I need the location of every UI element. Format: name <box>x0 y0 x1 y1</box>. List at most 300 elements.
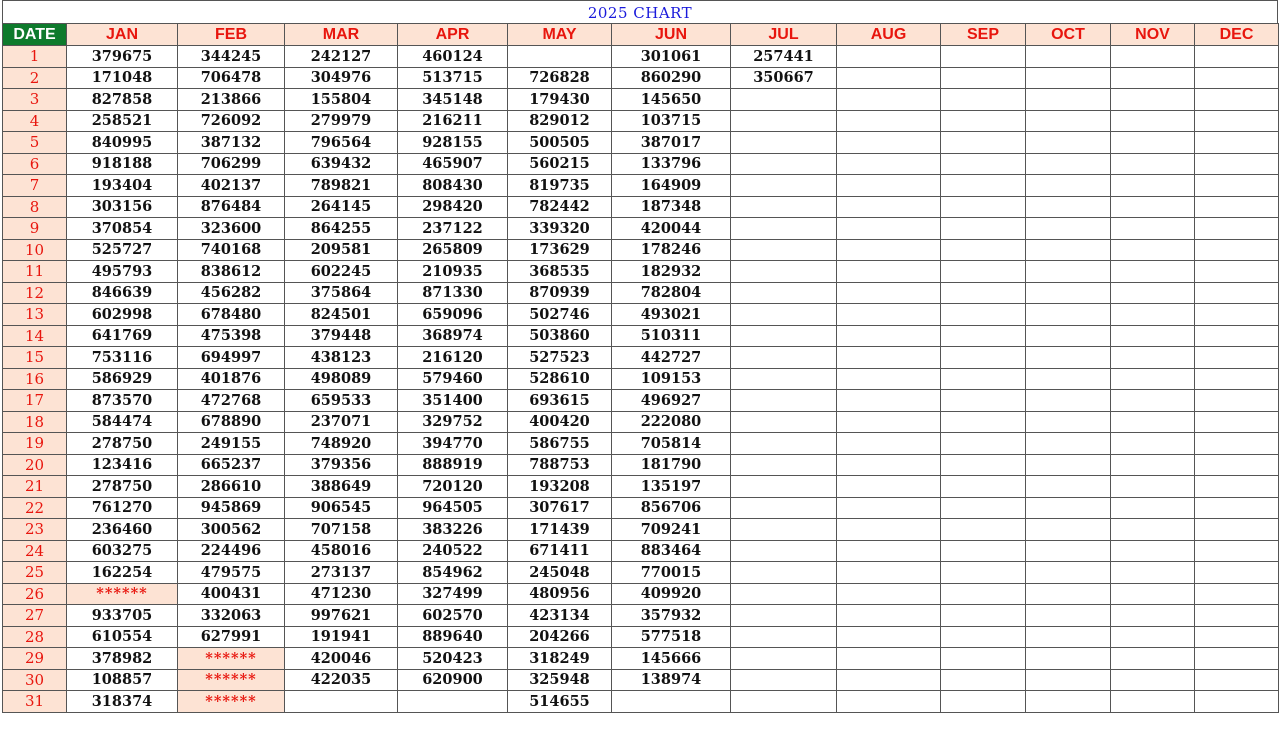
value-cell-jun[interactable]: 145650 <box>612 89 731 111</box>
value-cell-apr[interactable]: 808430 <box>398 175 508 197</box>
value-cell-feb[interactable]: 876484 <box>178 196 285 218</box>
month-header-jan[interactable]: JAN <box>67 24 178 46</box>
date-cell[interactable]: 1 <box>3 46 67 68</box>
value-cell-oct[interactable] <box>1026 454 1111 476</box>
value-cell-may[interactable]: 528610 <box>508 368 612 390</box>
value-cell-jul[interactable] <box>731 669 837 691</box>
date-cell[interactable]: 24 <box>3 540 67 562</box>
month-header-jun[interactable]: JUN <box>612 24 731 46</box>
value-cell-sep[interactable] <box>941 562 1026 584</box>
value-cell-jan[interactable]: 584474 <box>67 411 178 433</box>
value-cell-nov[interactable] <box>1111 132 1195 154</box>
date-cell[interactable]: 31 <box>3 691 67 713</box>
value-cell-apr[interactable]: 888919 <box>398 454 508 476</box>
value-cell-oct[interactable] <box>1026 132 1111 154</box>
date-cell[interactable]: 12 <box>3 282 67 304</box>
value-cell-aug[interactable] <box>837 454 941 476</box>
value-cell-dec[interactable] <box>1195 261 1279 283</box>
value-cell-jan[interactable]: 753116 <box>67 347 178 369</box>
value-cell-may[interactable]: 560215 <box>508 153 612 175</box>
value-cell-jan[interactable]: ****** <box>67 583 178 605</box>
value-cell-oct[interactable] <box>1026 261 1111 283</box>
value-cell-jun[interactable]: 442727 <box>612 347 731 369</box>
value-cell-sep[interactable] <box>941 153 1026 175</box>
value-cell-sep[interactable] <box>941 519 1026 541</box>
date-cell[interactable]: 20 <box>3 454 67 476</box>
value-cell-may[interactable]: 586755 <box>508 433 612 455</box>
value-cell-jan[interactable]: 918188 <box>67 153 178 175</box>
value-cell-dec[interactable] <box>1195 196 1279 218</box>
value-cell-dec[interactable] <box>1195 282 1279 304</box>
value-cell-jul[interactable] <box>731 476 837 498</box>
value-cell-jun[interactable]: 109153 <box>612 368 731 390</box>
value-cell-mar[interactable]: 639432 <box>285 153 398 175</box>
value-cell-feb[interactable]: ****** <box>178 691 285 713</box>
value-cell-sep[interactable] <box>941 239 1026 261</box>
value-cell-may[interactable]: 245048 <box>508 562 612 584</box>
value-cell-may[interactable] <box>508 46 612 68</box>
value-cell-jun[interactable]: 493021 <box>612 304 731 326</box>
value-cell-dec[interactable] <box>1195 175 1279 197</box>
value-cell-jul[interactable] <box>731 454 837 476</box>
value-cell-feb[interactable]: ****** <box>178 669 285 691</box>
value-cell-apr[interactable]: 383226 <box>398 519 508 541</box>
value-cell-mar[interactable]: 438123 <box>285 347 398 369</box>
value-cell-oct[interactable] <box>1026 239 1111 261</box>
value-cell-nov[interactable] <box>1111 239 1195 261</box>
value-cell-aug[interactable] <box>837 669 941 691</box>
value-cell-apr[interactable]: 928155 <box>398 132 508 154</box>
value-cell-mar[interactable]: 264145 <box>285 196 398 218</box>
value-cell-dec[interactable] <box>1195 605 1279 627</box>
value-cell-jul[interactable] <box>731 153 837 175</box>
value-cell-dec[interactable] <box>1195 390 1279 412</box>
value-cell-feb[interactable]: 706478 <box>178 67 285 89</box>
value-cell-sep[interactable] <box>941 304 1026 326</box>
value-cell-aug[interactable] <box>837 433 941 455</box>
value-cell-jun[interactable]: 420044 <box>612 218 731 240</box>
value-cell-aug[interactable] <box>837 46 941 68</box>
value-cell-feb[interactable]: 678890 <box>178 411 285 433</box>
value-cell-mar[interactable]: 707158 <box>285 519 398 541</box>
value-cell-jul[interactable] <box>731 261 837 283</box>
value-cell-dec[interactable] <box>1195 433 1279 455</box>
value-cell-nov[interactable] <box>1111 304 1195 326</box>
date-cell[interactable]: 25 <box>3 562 67 584</box>
value-cell-apr[interactable]: 460124 <box>398 46 508 68</box>
value-cell-aug[interactable] <box>837 519 941 541</box>
value-cell-jan[interactable]: 258521 <box>67 110 178 132</box>
value-cell-may[interactable]: 527523 <box>508 347 612 369</box>
value-cell-may[interactable]: 318249 <box>508 648 612 670</box>
value-cell-nov[interactable] <box>1111 519 1195 541</box>
value-cell-oct[interactable] <box>1026 89 1111 111</box>
value-cell-feb[interactable]: ****** <box>178 648 285 670</box>
value-cell-aug[interactable] <box>837 691 941 713</box>
value-cell-may[interactable]: 671411 <box>508 540 612 562</box>
value-cell-dec[interactable] <box>1195 304 1279 326</box>
month-header-nov[interactable]: NOV <box>1111 24 1195 46</box>
value-cell-dec[interactable] <box>1195 497 1279 519</box>
value-cell-apr[interactable]: 298420 <box>398 196 508 218</box>
value-cell-nov[interactable] <box>1111 562 1195 584</box>
value-cell-sep[interactable] <box>941 583 1026 605</box>
value-cell-oct[interactable] <box>1026 110 1111 132</box>
value-cell-aug[interactable] <box>837 153 941 175</box>
value-cell-mar[interactable]: 789821 <box>285 175 398 197</box>
value-cell-jul[interactable] <box>731 390 837 412</box>
date-cell[interactable]: 2 <box>3 67 67 89</box>
value-cell-may[interactable]: 514655 <box>508 691 612 713</box>
value-cell-may[interactable]: 423134 <box>508 605 612 627</box>
value-cell-jan[interactable]: 370854 <box>67 218 178 240</box>
value-cell-mar[interactable]: 796564 <box>285 132 398 154</box>
value-cell-may[interactable]: 870939 <box>508 282 612 304</box>
value-cell-oct[interactable] <box>1026 562 1111 584</box>
value-cell-jan[interactable]: 846639 <box>67 282 178 304</box>
date-cell[interactable]: 10 <box>3 239 67 261</box>
value-cell-jun[interactable]: 709241 <box>612 519 731 541</box>
value-cell-jul[interactable] <box>731 648 837 670</box>
value-cell-jan[interactable]: 318374 <box>67 691 178 713</box>
value-cell-oct[interactable] <box>1026 540 1111 562</box>
value-cell-jun[interactable]: 181790 <box>612 454 731 476</box>
value-cell-may[interactable]: 503860 <box>508 325 612 347</box>
date-cell[interactable]: 8 <box>3 196 67 218</box>
date-cell[interactable]: 9 <box>3 218 67 240</box>
date-cell[interactable]: 5 <box>3 132 67 154</box>
value-cell-aug[interactable] <box>837 562 941 584</box>
value-cell-jun[interactable]: 705814 <box>612 433 731 455</box>
month-header-may[interactable]: MAY <box>508 24 612 46</box>
value-cell-feb[interactable]: 678480 <box>178 304 285 326</box>
date-cell[interactable]: 27 <box>3 605 67 627</box>
value-cell-nov[interactable] <box>1111 648 1195 670</box>
value-cell-apr[interactable]: 210935 <box>398 261 508 283</box>
value-cell-jul[interactable] <box>731 605 837 627</box>
value-cell-sep[interactable] <box>941 626 1026 648</box>
value-cell-nov[interactable] <box>1111 433 1195 455</box>
value-cell-apr[interactable]: 351400 <box>398 390 508 412</box>
value-cell-feb[interactable]: 726092 <box>178 110 285 132</box>
value-cell-jan[interactable]: 193404 <box>67 175 178 197</box>
value-cell-jul[interactable] <box>731 175 837 197</box>
value-cell-jan[interactable]: 840995 <box>67 132 178 154</box>
value-cell-apr[interactable]: 889640 <box>398 626 508 648</box>
value-cell-jan[interactable]: 602998 <box>67 304 178 326</box>
value-cell-aug[interactable] <box>837 390 941 412</box>
value-cell-may[interactable]: 829012 <box>508 110 612 132</box>
value-cell-may[interactable]: 339320 <box>508 218 612 240</box>
value-cell-may[interactable]: 368535 <box>508 261 612 283</box>
value-cell-apr[interactable]: 602570 <box>398 605 508 627</box>
value-cell-dec[interactable] <box>1195 691 1279 713</box>
value-cell-aug[interactable] <box>837 110 941 132</box>
value-cell-sep[interactable] <box>941 433 1026 455</box>
value-cell-jul[interactable]: 350667 <box>731 67 837 89</box>
date-cell[interactable]: 21 <box>3 476 67 498</box>
value-cell-jun[interactable]: 178246 <box>612 239 731 261</box>
value-cell-jun[interactable]: 135197 <box>612 476 731 498</box>
value-cell-feb[interactable]: 402137 <box>178 175 285 197</box>
value-cell-nov[interactable] <box>1111 605 1195 627</box>
value-cell-may[interactable]: 500505 <box>508 132 612 154</box>
value-cell-oct[interactable] <box>1026 304 1111 326</box>
value-cell-feb[interactable]: 300562 <box>178 519 285 541</box>
value-cell-jul[interactable]: 257441 <box>731 46 837 68</box>
date-cell[interactable]: 30 <box>3 669 67 691</box>
value-cell-dec[interactable] <box>1195 476 1279 498</box>
value-cell-aug[interactable] <box>837 132 941 154</box>
value-cell-may[interactable]: 819735 <box>508 175 612 197</box>
value-cell-dec[interactable] <box>1195 46 1279 68</box>
value-cell-jul[interactable] <box>731 196 837 218</box>
value-cell-nov[interactable] <box>1111 175 1195 197</box>
value-cell-jun[interactable]: 182932 <box>612 261 731 283</box>
value-cell-apr[interactable]: 216120 <box>398 347 508 369</box>
value-cell-apr[interactable]: 329752 <box>398 411 508 433</box>
value-cell-feb[interactable]: 945869 <box>178 497 285 519</box>
value-cell-jun[interactable]: 138974 <box>612 669 731 691</box>
value-cell-jun[interactable]: 510311 <box>612 325 731 347</box>
value-cell-oct[interactable] <box>1026 411 1111 433</box>
value-cell-sep[interactable] <box>941 476 1026 498</box>
value-cell-jul[interactable] <box>731 347 837 369</box>
value-cell-aug[interactable] <box>837 239 941 261</box>
value-cell-apr[interactable]: 854962 <box>398 562 508 584</box>
value-cell-sep[interactable] <box>941 67 1026 89</box>
value-cell-sep[interactable] <box>941 325 1026 347</box>
value-cell-feb[interactable]: 213866 <box>178 89 285 111</box>
value-cell-feb[interactable]: 400431 <box>178 583 285 605</box>
value-cell-jan[interactable]: 236460 <box>67 519 178 541</box>
value-cell-jan[interactable]: 162254 <box>67 562 178 584</box>
date-cell[interactable]: 13 <box>3 304 67 326</box>
value-cell-jun[interactable]: 187348 <box>612 196 731 218</box>
value-cell-apr[interactable]: 237122 <box>398 218 508 240</box>
value-cell-nov[interactable] <box>1111 691 1195 713</box>
value-cell-nov[interactable] <box>1111 218 1195 240</box>
value-cell-may[interactable]: 307617 <box>508 497 612 519</box>
value-cell-oct[interactable] <box>1026 368 1111 390</box>
value-cell-apr[interactable]: 216211 <box>398 110 508 132</box>
value-cell-mar[interactable]: 498089 <box>285 368 398 390</box>
value-cell-aug[interactable] <box>837 540 941 562</box>
value-cell-nov[interactable] <box>1111 325 1195 347</box>
value-cell-jun[interactable]: 409920 <box>612 583 731 605</box>
month-header-dec[interactable]: DEC <box>1195 24 1279 46</box>
value-cell-jun[interactable]: 387017 <box>612 132 731 154</box>
value-cell-jul[interactable] <box>731 562 837 584</box>
value-cell-mar[interactable]: 602245 <box>285 261 398 283</box>
value-cell-mar[interactable]: 379356 <box>285 454 398 476</box>
value-cell-jul[interactable] <box>731 540 837 562</box>
date-cell[interactable]: 16 <box>3 368 67 390</box>
value-cell-sep[interactable] <box>941 110 1026 132</box>
value-cell-aug[interactable] <box>837 196 941 218</box>
value-cell-aug[interactable] <box>837 304 941 326</box>
value-cell-jan[interactable]: 873570 <box>67 390 178 412</box>
value-cell-dec[interactable] <box>1195 583 1279 605</box>
value-cell-nov[interactable] <box>1111 454 1195 476</box>
value-cell-jan[interactable]: 827858 <box>67 89 178 111</box>
value-cell-mar[interactable]: 242127 <box>285 46 398 68</box>
value-cell-nov[interactable] <box>1111 347 1195 369</box>
date-cell[interactable]: 7 <box>3 175 67 197</box>
value-cell-sep[interactable] <box>941 347 1026 369</box>
value-cell-jun[interactable]: 782804 <box>612 282 731 304</box>
value-cell-oct[interactable] <box>1026 519 1111 541</box>
value-cell-feb[interactable]: 740168 <box>178 239 285 261</box>
value-cell-aug[interactable] <box>837 347 941 369</box>
value-cell-oct[interactable] <box>1026 476 1111 498</box>
value-cell-nov[interactable] <box>1111 153 1195 175</box>
value-cell-mar[interactable]: 388649 <box>285 476 398 498</box>
date-column-header[interactable]: DATE <box>3 24 67 46</box>
value-cell-mar[interactable]: 209581 <box>285 239 398 261</box>
value-cell-jun[interactable]: 357932 <box>612 605 731 627</box>
month-header-aug[interactable]: AUG <box>837 24 941 46</box>
value-cell-sep[interactable] <box>941 175 1026 197</box>
date-cell[interactable]: 28 <box>3 626 67 648</box>
value-cell-oct[interactable] <box>1026 325 1111 347</box>
value-cell-mar[interactable]: 864255 <box>285 218 398 240</box>
value-cell-may[interactable]: 400420 <box>508 411 612 433</box>
value-cell-aug[interactable] <box>837 325 941 347</box>
value-cell-jun[interactable]: 860290 <box>612 67 731 89</box>
month-header-jul[interactable]: JUL <box>731 24 837 46</box>
value-cell-sep[interactable] <box>941 282 1026 304</box>
value-cell-apr[interactable]: 265809 <box>398 239 508 261</box>
value-cell-mar[interactable]: 471230 <box>285 583 398 605</box>
value-cell-feb[interactable]: 387132 <box>178 132 285 154</box>
date-cell[interactable]: 6 <box>3 153 67 175</box>
value-cell-jan[interactable]: 379675 <box>67 46 178 68</box>
value-cell-jul[interactable] <box>731 282 837 304</box>
value-cell-jun[interactable]: 164909 <box>612 175 731 197</box>
value-cell-jun[interactable]: 496927 <box>612 390 731 412</box>
value-cell-jan[interactable]: 495793 <box>67 261 178 283</box>
value-cell-may[interactable]: 480956 <box>508 583 612 605</box>
value-cell-aug[interactable] <box>837 605 941 627</box>
value-cell-dec[interactable] <box>1195 562 1279 584</box>
value-cell-jul[interactable] <box>731 519 837 541</box>
value-cell-feb[interactable]: 694997 <box>178 347 285 369</box>
value-cell-nov[interactable] <box>1111 669 1195 691</box>
date-cell[interactable]: 15 <box>3 347 67 369</box>
value-cell-oct[interactable] <box>1026 46 1111 68</box>
value-cell-aug[interactable] <box>837 648 941 670</box>
value-cell-apr[interactable]: 240522 <box>398 540 508 562</box>
value-cell-nov[interactable] <box>1111 583 1195 605</box>
value-cell-dec[interactable] <box>1195 218 1279 240</box>
value-cell-apr[interactable]: 327499 <box>398 583 508 605</box>
value-cell-mar[interactable]: 906545 <box>285 497 398 519</box>
month-header-sep[interactable]: SEP <box>941 24 1026 46</box>
value-cell-jan[interactable]: 171048 <box>67 67 178 89</box>
value-cell-jul[interactable] <box>731 132 837 154</box>
value-cell-apr[interactable]: 964505 <box>398 497 508 519</box>
value-cell-dec[interactable] <box>1195 132 1279 154</box>
value-cell-oct[interactable] <box>1026 605 1111 627</box>
value-cell-aug[interactable] <box>837 368 941 390</box>
value-cell-jan[interactable]: 123416 <box>67 454 178 476</box>
value-cell-feb[interactable]: 323600 <box>178 218 285 240</box>
value-cell-oct[interactable] <box>1026 626 1111 648</box>
value-cell-nov[interactable] <box>1111 497 1195 519</box>
value-cell-jul[interactable] <box>731 626 837 648</box>
date-cell[interactable]: 11 <box>3 261 67 283</box>
value-cell-oct[interactable] <box>1026 218 1111 240</box>
value-cell-aug[interactable] <box>837 497 941 519</box>
value-cell-sep[interactable] <box>941 132 1026 154</box>
value-cell-oct[interactable] <box>1026 153 1111 175</box>
value-cell-dec[interactable] <box>1195 67 1279 89</box>
value-cell-jan[interactable]: 278750 <box>67 433 178 455</box>
value-cell-jun[interactable] <box>612 691 731 713</box>
value-cell-apr[interactable]: 659096 <box>398 304 508 326</box>
value-cell-nov[interactable] <box>1111 196 1195 218</box>
value-cell-dec[interactable] <box>1195 648 1279 670</box>
value-cell-apr[interactable]: 620900 <box>398 669 508 691</box>
value-cell-jun[interactable]: 145666 <box>612 648 731 670</box>
value-cell-jan[interactable]: 761270 <box>67 497 178 519</box>
value-cell-jul[interactable] <box>731 368 837 390</box>
value-cell-aug[interactable] <box>837 626 941 648</box>
value-cell-aug[interactable] <box>837 218 941 240</box>
value-cell-feb[interactable]: 665237 <box>178 454 285 476</box>
value-cell-dec[interactable] <box>1195 669 1279 691</box>
value-cell-sep[interactable] <box>941 454 1026 476</box>
value-cell-jun[interactable]: 222080 <box>612 411 731 433</box>
value-cell-dec[interactable] <box>1195 540 1279 562</box>
value-cell-apr[interactable]: 720120 <box>398 476 508 498</box>
value-cell-mar[interactable]: 155804 <box>285 89 398 111</box>
date-cell[interactable]: 26 <box>3 583 67 605</box>
value-cell-jul[interactable] <box>731 218 837 240</box>
value-cell-may[interactable]: 693615 <box>508 390 612 412</box>
value-cell-mar[interactable]: 997621 <box>285 605 398 627</box>
value-cell-nov[interactable] <box>1111 261 1195 283</box>
value-cell-sep[interactable] <box>941 648 1026 670</box>
value-cell-sep[interactable] <box>941 89 1026 111</box>
month-header-feb[interactable]: FEB <box>178 24 285 46</box>
value-cell-oct[interactable] <box>1026 390 1111 412</box>
value-cell-may[interactable]: 171439 <box>508 519 612 541</box>
value-cell-dec[interactable] <box>1195 368 1279 390</box>
value-cell-oct[interactable] <box>1026 691 1111 713</box>
value-cell-oct[interactable] <box>1026 583 1111 605</box>
value-cell-nov[interactable] <box>1111 46 1195 68</box>
value-cell-dec[interactable] <box>1195 239 1279 261</box>
value-cell-aug[interactable] <box>837 261 941 283</box>
value-cell-apr[interactable]: 368974 <box>398 325 508 347</box>
value-cell-nov[interactable] <box>1111 540 1195 562</box>
value-cell-apr[interactable]: 579460 <box>398 368 508 390</box>
value-cell-feb[interactable]: 472768 <box>178 390 285 412</box>
value-cell-nov[interactable] <box>1111 89 1195 111</box>
value-cell-jul[interactable] <box>731 110 837 132</box>
value-cell-oct[interactable] <box>1026 282 1111 304</box>
value-cell-jan[interactable]: 603275 <box>67 540 178 562</box>
value-cell-mar[interactable]: 422035 <box>285 669 398 691</box>
value-cell-apr[interactable]: 465907 <box>398 153 508 175</box>
value-cell-may[interactable]: 204266 <box>508 626 612 648</box>
value-cell-sep[interactable] <box>941 411 1026 433</box>
value-cell-may[interactable]: 726828 <box>508 67 612 89</box>
value-cell-jan[interactable]: 933705 <box>67 605 178 627</box>
value-cell-sep[interactable] <box>941 368 1026 390</box>
